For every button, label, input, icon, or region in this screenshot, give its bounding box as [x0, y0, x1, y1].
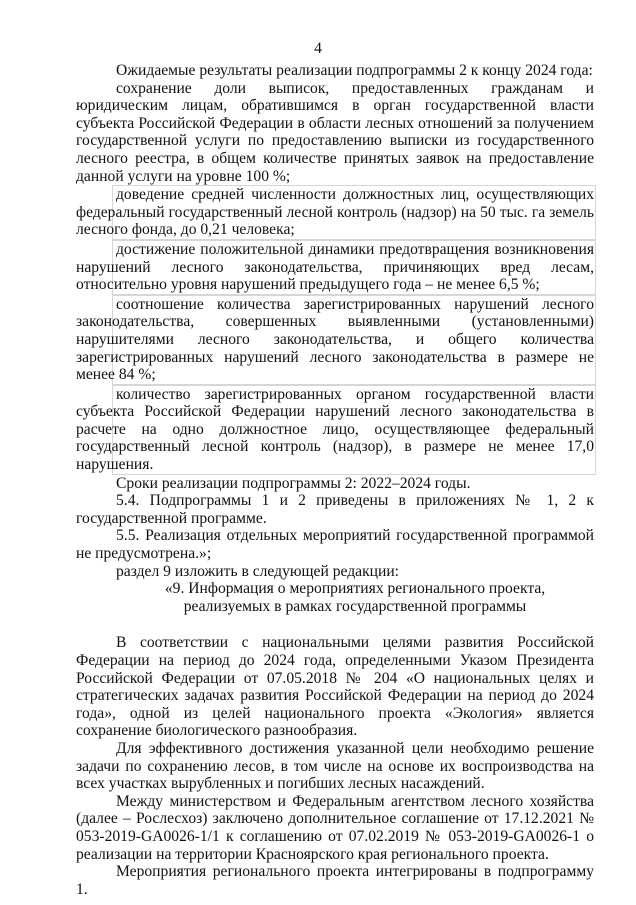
- result-item-violations-dynamics: достижение положительной динамики предотвращения возникновения нарушений лесного законодательства, причиняющих вред лесам, относительно уровня нарушений предыдущего года – не менее 6,5 %;: [76, 240, 594, 294]
- section-9-paragraph-4: Мероприятия регионального проекта интегрированы в подпрограмму 1.: [76, 863, 594, 898]
- section-5-4: 5.4. Подпрограммы 1 и 2 приведены в приложениях № 1, 2 к государственной программе.: [76, 492, 594, 527]
- section-9-paragraph-3: Между министерством и Федеральным агентством лесного хозяйства (далее – Рослесхоз) заключено дополнительное соглашение от 17.12.2021 № 053-2019-GA0026-1/1 к соглашению от 07.02.2019 № 053-2019-GA0026-1 о реализации на территории Красноярского края регионального проекта.: [76, 792, 594, 863]
- result-item-violations-dynamics-box: [76, 240, 596, 295]
- results-intro: Ожидаемые результаты реализации подпрограммы 2 к концу 2024 года:: [116, 62, 593, 79]
- section-9-paragraph-2: Для эффективного достижения указанной цели необходимо решение задачи по сохранению лесов, в том числе на основе их воспроизводства на всех участках вырубленных и погибших лесных насаждений.: [76, 739, 594, 793]
- section-5-5: 5.5. Реализация отдельных мероприятий государственной программой не предусмотрена.»;: [76, 527, 594, 563]
- spacer: [76, 615, 594, 634]
- result-item-violations-ratio-box: [76, 295, 596, 385]
- subprogram-2-terms: Сроки реализации подпрограммы 2: 2022–2024 годы.: [116, 474, 471, 492]
- section-9-title-line-1: «9. Информация о мероприятиях регионального проекта,: [164, 580, 546, 598]
- result-item-violations-ratio: соотношение количества зарегистрированных нарушений лесного законодательства, совершенных выявленными (установленными) нарушителями лесного законодательства, и общего количества зарегистрированных нарушений лесного законодательства в размере не менее 84 %;: [76, 295, 594, 384]
- page-number: 4: [314, 40, 322, 57]
- section-9-title-line-2: реализуемых в рамках государственной программы: [183, 597, 527, 615]
- result-item-officials-box: [76, 185, 596, 240]
- result-item-violations-per-officer: количество зарегистрированных органом государственной власти субъекта Российской Федерации нарушений лесного законодательства в расчете на одно должностное лицо, осуществляющее федеральный государственный лесной контроль (надзор), в размере не менее 17,0 нарушения.: [76, 385, 594, 474]
- section-9-instruction: раздел 9 изложить в следующей редакции:: [116, 562, 400, 580]
- result-item-officials: доведение средней численности должностных лиц, осуществляющих федеральный государственный лесной контроль (надзор) на 50 тыс. га земель лесного фонда, до 0,21 человека;: [76, 186, 594, 239]
- section-9-paragraph-1: В соответствии с национальными целями развития Российской Федерации на период до 2024 года, определенными Указом Президента Российской Федерации от 07.05.2018 № 204 «О национальных целях и стратегических задачах развития Российской Федерации на период до 2024 года», одной из целей национального проекта «Экология» является сохранение биологического разнообразия.: [76, 634, 594, 740]
- result-item-violations-per-officer-box: [76, 385, 596, 475]
- document-body: [76, 62, 594, 898]
- result-item-extracts: сохранение доли выписок, предоставленных гражданам и юридическим лицам, обратившимся в орган государственной власти субъекта Российской Федерации в области лесных отношений за получением государственной услуги по предоставлению выписки из государственного лесного реестра, в общем количестве принятых заявок на предоставление данной услуги на уровне 100 %;: [76, 79, 594, 185]
